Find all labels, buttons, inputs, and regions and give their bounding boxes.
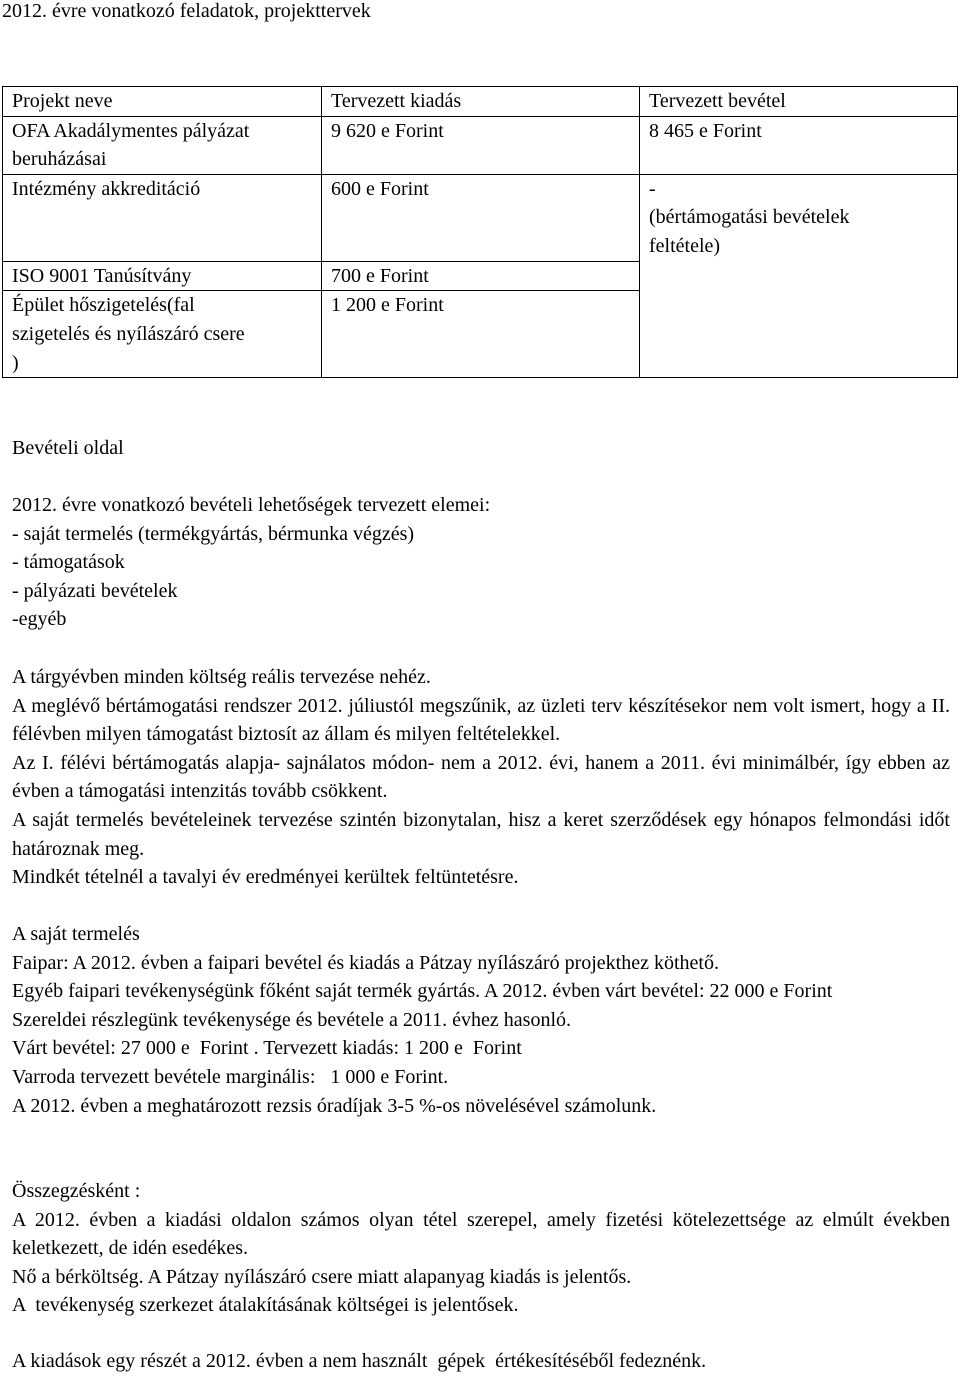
revenue-intro: 2012. évre vonatkozó bevételi lehetőségek tervezett elemei: [12,494,491,516]
header-planned-income: Tervezett bevétel [640,87,958,117]
own-production-section [12,920,950,1120]
list-item: -egyéb [12,608,67,631]
income-note-line: (bértámogatási bevételek [649,206,850,229]
planned-cost-cell: 700 e Forint [322,261,640,291]
project-name-line: szigetelés és nyílászáró csere [12,322,245,345]
summary-section [12,1177,950,1320]
project-table [2,86,958,378]
production-line: Várt bevétel: 27 000 e Forint . Tervezett kiadás: 1 200 e Forint [12,1037,522,1060]
revenue-notes [12,663,950,892]
planned-income-cell: 8 465 e Forint [640,116,958,174]
section-heading: Bevételi oldal [12,437,124,459]
income-note-line: feltétele) [649,234,721,257]
project-name-cell: Intézmény akkreditáció [3,174,322,261]
list-item: - saját termelés (termékgyártás, bérmunka végzés) [12,522,415,545]
production-line: Szereldei részlegünk tevékenysége és bevétele a 2011. évhez hasonló. [12,1008,572,1031]
production-line: Faipar: A 2012. évben a faipari bevétel és kiadás a Pátzay nyílászáró projekthez köthető. [12,951,719,974]
production-line: A 2012. évben a meghatározott rezsis óradíjak 3-5 %-os növelésével számolunk. [12,1094,657,1117]
revenue-list [12,491,948,634]
project-name-cell [3,291,322,378]
income-dash: - [649,177,656,200]
summary-line: A 2012. évben a kiadási oldalon számos olyan tétel szerepel, amely fizetési kötelezettsége az elmúlt években keletkezett, de idén esedékes. [12,1208,950,1260]
planned-cost-cell: 9 620 e Forint [322,116,640,174]
planned-cost-cell: 1 200 e Forint [322,291,640,378]
section-heading: A saját termelés [12,923,140,945]
closing-line: A kiadások egy részét a 2012. évben a nem használt gépek értékesítéséből fedeznénk. [12,1350,707,1372]
production-line: Egyéb faipari tevékenységünk főként saját termék gyártás. A 2012. évben várt bevétel: 22 000 e Forint [12,980,833,1003]
project-name-line: OFA Akadálymentes pályázat [12,119,250,142]
note-paragraph: A saját termelés bevételeinek tervezése szintén bizonytalan, hisz a keret szerződések egy hónapos felmondási időt határoznak meg. [12,808,950,860]
project-name-cell [3,116,322,174]
section-heading: Összegzésként : [12,1180,141,1202]
planned-cost-cell: 600 e Forint [322,174,640,261]
table-row [3,261,958,291]
table-row [3,116,958,174]
note-paragraph: A meglévő bértámogatási rendszer 2012. júliustól megszűnik, az üzleti terv készítésekor nem volt ismert, hogy a II. félévben milyen támogatást biztosít az állam és milyen feltételekkel. [12,694,950,746]
note-paragraph: Az I. félévi bértámogatás alapja- sajnálatos módon- nem a 2012. évi, hanem a 2011. évi minimálbér, így ebben az évben a támogatási intenzitás tovább csökkent. [12,751,950,803]
project-name-line: ) [12,351,19,374]
note-paragraph: Mindkét tételnél a tavalyi év eredményei kerültek feltüntetésre. [12,866,519,889]
header-project-name: Projekt neve [3,87,322,117]
planned-income-empty-cell [640,261,958,377]
summary-line: Nő a bérköltség. A Pátzay nyílászáró csere miatt alapanyag kiadás is jelentős. [12,1265,632,1288]
closing-section [12,1347,948,1376]
page-title: 2012. évre vonatkozó feladatok, projekttervek [2,0,371,22]
note-paragraph: A tárgyévben minden költség reális tervezése nehéz. [12,666,431,688]
summary-line: A tevékenység szerkezet átalakításának költségei is jelentősek. [12,1294,519,1317]
list-item: - pályázati bevételek [12,579,178,602]
revenue-section [12,434,948,463]
planned-income-cell [640,174,958,261]
list-item: - támogatások [12,551,125,574]
project-name-line: beruházásai [12,148,107,171]
production-line: Varroda tervezett bevétele marginális: 1 000 e Forint. [12,1065,449,1088]
table-header-row [3,87,958,117]
table-row [3,174,958,261]
project-name-cell: ISO 9001 Tanúsítvány [3,261,322,291]
project-name-line: Épület hőszigetelés(fal [12,294,195,317]
header-planned-cost: Tervezett kiadás [322,87,640,117]
